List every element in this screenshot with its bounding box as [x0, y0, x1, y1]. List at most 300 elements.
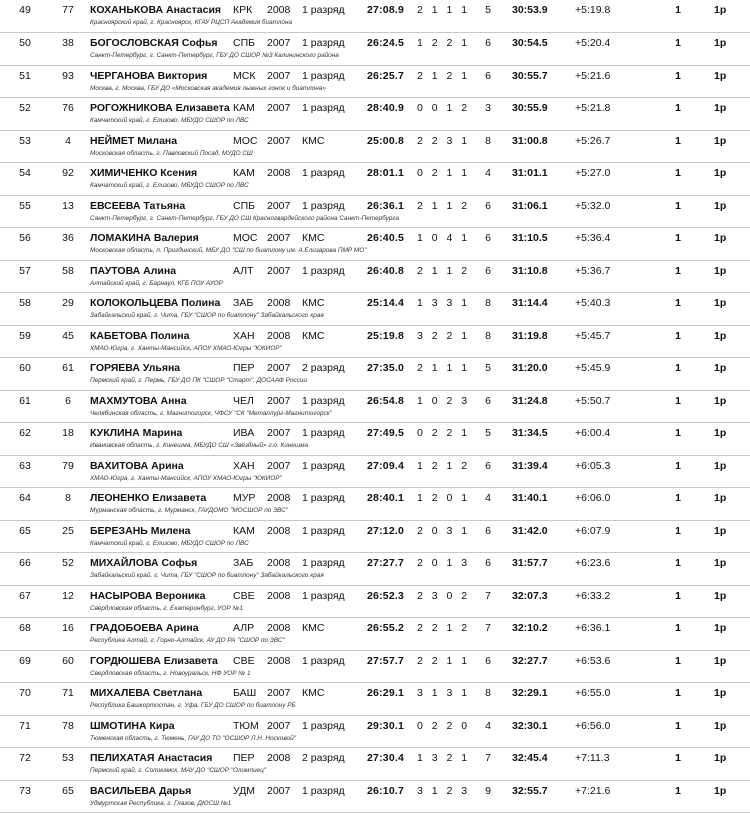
place: 54 — [12, 167, 38, 179]
table-row — [0, 553, 750, 586]
group-label: 1р — [714, 135, 726, 147]
ski-time: 26:29.1 — [367, 687, 404, 699]
region-code: МОС — [233, 232, 258, 244]
count-value: 1 — [672, 492, 684, 504]
time-behind: +5:26.7 — [575, 135, 610, 147]
count-value: 1 — [672, 655, 684, 667]
total-time: 31:42.0 — [512, 525, 548, 537]
count-value: 1 — [672, 427, 684, 439]
total-time: 32:29.1 — [512, 687, 548, 699]
athlete-name: ГОРДЮШЕВА Елизавета — [90, 655, 218, 667]
athlete-organization: Мурманская область, г. Мурманск, ГАУДОМО "МОСШОР по ЗВС" — [90, 507, 288, 515]
athlete-name: НЕЙМЕТ Милана — [90, 135, 177, 147]
sport-rank: 1 разряд — [302, 655, 345, 667]
total-time: 32:10.2 — [512, 622, 548, 634]
total-time: 31:14.4 — [512, 297, 548, 309]
group-label: 1р — [714, 655, 726, 667]
total-time: 30:55.9 — [512, 102, 548, 114]
group-label: 1р — [714, 200, 726, 212]
athlete-organization: ХМАО-Югра, г. Ханты-Мансийск, АПОУ ХМАО-Югры "ЮКИОР" — [90, 345, 282, 353]
sport-rank: 1 разряд — [302, 4, 345, 16]
table-row — [0, 326, 750, 359]
athlete-name: ГРАДОБОЕВА Арина — [90, 622, 199, 634]
total-time: 31:24.8 — [512, 395, 548, 407]
total-time: 32:07.3 — [512, 590, 548, 602]
ski-time: 25:00.8 — [367, 135, 404, 147]
count-value: 1 — [672, 200, 684, 212]
athlete-name: МИХАЛЕВА Светлана — [90, 687, 202, 699]
region-code: ИВА — [233, 427, 254, 439]
total-time: 31:00.8 — [512, 135, 548, 147]
penalty-count: 6 — [482, 200, 494, 212]
group-label: 1р — [714, 232, 726, 244]
time-behind: +5:40.3 — [575, 297, 610, 309]
sport-rank: КМС — [302, 297, 324, 309]
time-behind: +5:21.6 — [575, 70, 610, 82]
group-label: 1р — [714, 37, 726, 49]
time-behind: +5:45.9 — [575, 362, 610, 374]
athlete-organization: Республика Алтай, г. Горно-Алтайск, АУ ДО РА "СШОР по ЗВС" — [90, 637, 285, 645]
region-code: БАШ — [233, 687, 256, 699]
time-behind: +7:11.3 — [575, 752, 610, 764]
birth-year: 2008 — [267, 4, 290, 16]
time-behind: +7:21.6 — [575, 785, 610, 797]
region-code: СПБ — [233, 200, 255, 212]
shooting-misses: 2 0 3 1 — [417, 525, 470, 537]
ski-time: 26:10.7 — [367, 785, 404, 797]
birth-year: 2007 — [267, 785, 290, 797]
count-value: 1 — [672, 720, 684, 732]
region-code: АЛР — [233, 622, 254, 634]
ski-time: 26:55.2 — [367, 622, 404, 634]
total-time: 32:55.7 — [512, 785, 548, 797]
time-behind: +5:21.8 — [575, 102, 610, 114]
sport-rank: 1 разряд — [302, 395, 345, 407]
bib: 25 — [56, 525, 80, 537]
penalty-count: 4 — [482, 492, 494, 504]
athlete-name: БЕРЕЗАНЬ Милена — [90, 525, 191, 537]
region-code: ХАН — [233, 460, 255, 472]
athlete-organization: Забайкальский край, г. Чита, ГБУ "СШОР по биатлону" Забайкальского края — [90, 312, 324, 320]
ski-time: 28:40.1 — [367, 492, 404, 504]
bib: 36 — [56, 232, 80, 244]
athlete-name: ВАСИЛЬЕВА Дарья — [90, 785, 191, 797]
region-code: ТЮМ — [233, 720, 259, 732]
ski-time: 26:54.8 — [367, 395, 404, 407]
count-value: 1 — [672, 622, 684, 634]
bib: 92 — [56, 167, 80, 179]
region-code: СВЕ — [233, 590, 255, 602]
group-label: 1р — [714, 167, 726, 179]
ski-time: 25:14.4 — [367, 297, 404, 309]
time-behind: +6:07.9 — [575, 525, 610, 537]
shooting-misses: 0 2 1 1 — [417, 167, 470, 179]
group-label: 1р — [714, 362, 726, 374]
athlete-organization: Москва, г. Москва, ГБУ ДО «Московская академия лыжных гонок и биатлона» — [90, 85, 326, 93]
place: 55 — [12, 200, 38, 212]
athlete-name: ВАХИТОВА Арина — [90, 460, 184, 472]
ski-time: 26:40.8 — [367, 265, 404, 277]
time-behind: +5:19.8 — [575, 4, 610, 16]
time-behind: +5:36.7 — [575, 265, 610, 277]
place: 62 — [12, 427, 38, 439]
birth-year: 2008 — [267, 557, 290, 569]
place: 69 — [12, 655, 38, 667]
count-value: 1 — [672, 265, 684, 277]
athlete-organization: Камчатский край, г. Елизово, МБУДО СШОР по ЛВС — [90, 182, 249, 190]
bib: 79 — [56, 460, 80, 472]
sport-rank: КМС — [302, 232, 324, 244]
region-code: ХАН — [233, 330, 255, 342]
athlete-name: ШМОТИНА Кира — [90, 720, 175, 732]
birth-year: 2008 — [267, 492, 290, 504]
group-label: 1р — [714, 687, 726, 699]
sport-rank: 1 разряд — [302, 427, 345, 439]
group-label: 1р — [714, 622, 726, 634]
athlete-organization: ХМАО-Югра, г. Ханты-Мансийск, АПОУ ХМАО-Югры "ЮКИОР" — [90, 475, 282, 483]
table-row — [0, 651, 750, 684]
time-behind: +6:00.4 — [575, 427, 610, 439]
place: 73 — [12, 785, 38, 797]
time-behind: +6:53.6 — [575, 655, 610, 667]
table-row — [0, 683, 750, 716]
total-time: 30:54.5 — [512, 37, 548, 49]
shooting-misses: 1 3 2 1 — [417, 752, 470, 764]
athlete-name: ХИМИЧЕНКО Ксения — [90, 167, 197, 179]
bib: 77 — [56, 4, 80, 16]
region-code: ЗАБ — [233, 557, 253, 569]
region-code: УДМ — [233, 785, 255, 797]
ski-time: 26:25.7 — [367, 70, 404, 82]
region-code: КАМ — [233, 167, 255, 179]
shooting-misses: 1 0 4 1 — [417, 232, 470, 244]
count-value: 1 — [672, 297, 684, 309]
count-value: 1 — [672, 460, 684, 472]
total-time: 31:10.5 — [512, 232, 548, 244]
time-behind: +5:36.4 — [575, 232, 610, 244]
birth-year: 2007 — [267, 232, 290, 244]
athlete-name: ЛОМАКИНА Валерия — [90, 232, 199, 244]
penalty-count: 8 — [482, 135, 494, 147]
bib: 12 — [56, 590, 80, 602]
place: 57 — [12, 265, 38, 277]
region-code: МСК — [233, 70, 255, 82]
region-code: ЗАБ — [233, 297, 253, 309]
group-label: 1р — [714, 265, 726, 277]
group-label: 1р — [714, 720, 726, 732]
count-value: 1 — [672, 557, 684, 569]
athlete-name: БОГОСЛОВСКАЯ Софья — [90, 37, 218, 49]
shooting-misses: 2 3 0 2 — [417, 590, 470, 602]
penalty-count: 5 — [482, 362, 494, 374]
penalty-count: 8 — [482, 687, 494, 699]
group-label: 1р — [714, 395, 726, 407]
birth-year: 2008 — [267, 525, 290, 537]
count-value: 1 — [672, 167, 684, 179]
sport-rank: 1 разряд — [302, 720, 345, 732]
table-row — [0, 358, 750, 391]
birth-year: 2008 — [267, 622, 290, 634]
athlete-organization: Забайкальский край, г. Чита, ГБУ "СШОР по биатлону" Забайкальского края — [90, 572, 324, 580]
birth-year: 2008 — [267, 330, 290, 342]
athlete-organization: Челябинская область, г. Магнитогорск, ЧФСУ "СК "Металлург-Магнитогорск" — [90, 410, 332, 418]
table-row — [0, 781, 750, 813]
sport-rank: 1 разряд — [302, 102, 345, 114]
sport-rank: 2 разряд — [302, 752, 345, 764]
athlete-organization: Удмуртская Республика, г. Глазов, ДЮСШ №1 — [90, 800, 231, 808]
shooting-misses: 1 0 2 3 — [417, 395, 470, 407]
region-code: СВЕ — [233, 655, 255, 667]
sport-rank: 1 разряд — [302, 557, 345, 569]
time-behind: +6:33.2 — [575, 590, 610, 602]
time-behind: +6:36.1 — [575, 622, 610, 634]
time-behind: +6:06.0 — [575, 492, 610, 504]
athlete-organization: Камчатский край, г. Елизово, МБУДО СШОР по ЛВС — [90, 117, 249, 125]
place: 65 — [12, 525, 38, 537]
athlete-name: МАХМУТОВА Анна — [90, 395, 187, 407]
athlete-name: РОГОЖНИКОВА Елизавета — [90, 102, 230, 114]
ski-time: 25:19.8 — [367, 330, 404, 342]
total-time: 31:20.0 — [512, 362, 548, 374]
place: 60 — [12, 362, 38, 374]
total-time: 30:53.9 — [512, 4, 548, 16]
region-code: КАМ — [233, 102, 255, 114]
sport-rank: 1 разряд — [302, 460, 345, 472]
athlete-name: МИХАЙЛОВА Софья — [90, 557, 197, 569]
shooting-misses: 2 2 1 2 — [417, 622, 470, 634]
ski-time: 28:40.9 — [367, 102, 404, 114]
birth-year: 2007 — [267, 135, 290, 147]
region-code: ПЕР — [233, 362, 255, 374]
total-time: 31:19.8 — [512, 330, 548, 342]
table-row — [0, 586, 750, 619]
table-row — [0, 196, 750, 229]
penalty-count: 6 — [482, 557, 494, 569]
bib: 61 — [56, 362, 80, 374]
athlete-organization: Пермский край, г. Пермь, ГБУ ДО ПК "СШОР "Старт", ДОСААФ России — [90, 377, 307, 385]
bib: 4 — [56, 135, 80, 147]
region-code: АЛТ — [233, 265, 254, 277]
birth-year: 2008 — [267, 297, 290, 309]
bib: 6 — [56, 395, 80, 407]
shooting-misses: 2 1 1 2 — [417, 265, 470, 277]
athlete-name: ЛЕОНЕНКО Елизавета — [90, 492, 206, 504]
place: 70 — [12, 687, 38, 699]
sport-rank: 1 разряд — [302, 265, 345, 277]
table-row — [0, 0, 750, 33]
place: 71 — [12, 720, 38, 732]
sport-rank: 1 разряд — [302, 167, 345, 179]
table-row — [0, 228, 750, 261]
shooting-misses: 2 0 1 3 — [417, 557, 470, 569]
sport-rank: 1 разряд — [302, 37, 345, 49]
penalty-count: 5 — [482, 427, 494, 439]
group-label: 1р — [714, 525, 726, 537]
shooting-misses: 1 2 1 2 — [417, 460, 470, 472]
athlete-organization: Московская область, г. Павловский Посад, МУДО СШ — [90, 150, 253, 158]
birth-year: 2008 — [267, 590, 290, 602]
group-label: 1р — [714, 102, 726, 114]
total-time: 32:30.1 — [512, 720, 548, 732]
bib: 45 — [56, 330, 80, 342]
athlete-name: ГОРЯЕВА Ульяна — [90, 362, 180, 374]
place: 53 — [12, 135, 38, 147]
bib: 18 — [56, 427, 80, 439]
table-row — [0, 33, 750, 66]
shooting-misses: 3 2 2 1 — [417, 330, 470, 342]
table-row — [0, 131, 750, 164]
sport-rank: КМС — [302, 330, 324, 342]
bib: 38 — [56, 37, 80, 49]
shooting-misses: 0 2 2 0 — [417, 720, 470, 732]
group-label: 1р — [714, 330, 726, 342]
athlete-organization: Пермский край, г. Соликамск, МАУ ДО "СШОР "Олимпиец" — [90, 767, 266, 775]
bib: 76 — [56, 102, 80, 114]
birth-year: 2007 — [267, 720, 290, 732]
region-code: МОС — [233, 135, 258, 147]
place: 61 — [12, 395, 38, 407]
total-time: 31:10.8 — [512, 265, 548, 277]
place: 67 — [12, 590, 38, 602]
penalty-count: 6 — [482, 37, 494, 49]
bib: 8 — [56, 492, 80, 504]
shooting-misses: 1 2 0 1 — [417, 492, 470, 504]
ski-time: 27:49.5 — [367, 427, 404, 439]
penalty-count: 4 — [482, 720, 494, 732]
birth-year: 2007 — [267, 395, 290, 407]
shooting-misses: 2 1 1 1 — [417, 4, 470, 16]
ski-time: 27:35.0 — [367, 362, 404, 374]
place: 50 — [12, 37, 38, 49]
sport-rank: КМС — [302, 135, 324, 147]
shooting-misses: 2 1 2 1 — [417, 70, 470, 82]
count-value: 1 — [672, 525, 684, 537]
region-code: СПБ — [233, 37, 255, 49]
sport-rank: 1 разряд — [302, 785, 345, 797]
place: 59 — [12, 330, 38, 342]
shooting-misses: 3 1 2 3 — [417, 785, 470, 797]
shooting-misses: 0 0 1 2 — [417, 102, 470, 114]
table-row — [0, 293, 750, 326]
place: 68 — [12, 622, 38, 634]
ski-time: 27:30.4 — [367, 752, 404, 764]
place: 63 — [12, 460, 38, 472]
birth-year: 2007 — [267, 460, 290, 472]
count-value: 1 — [672, 752, 684, 764]
athlete-organization: Камчатский край, г. Елизово, МБУДО СШОР по ЛВС — [90, 540, 249, 548]
penalty-count: 5 — [482, 4, 494, 16]
penalty-count: 7 — [482, 590, 494, 602]
group-label: 1р — [714, 590, 726, 602]
ski-time: 26:52.3 — [367, 590, 404, 602]
penalty-count: 6 — [482, 655, 494, 667]
place: 56 — [12, 232, 38, 244]
count-value: 1 — [672, 37, 684, 49]
total-time: 30:55.7 — [512, 70, 548, 82]
penalty-count: 6 — [482, 265, 494, 277]
shooting-misses: 0 2 2 1 — [417, 427, 470, 439]
athlete-name: ЕВСЕЕВА Татьяна — [90, 200, 185, 212]
athlete-organization: Санкт-Петербург, г. Санкт-Петербург, ГБУ ДО СШ Красногвардейского района Санкт-Петербурга — [90, 215, 399, 223]
sport-rank: 1 разряд — [302, 590, 345, 602]
birth-year: 2007 — [267, 362, 290, 374]
ski-time: 26:40.5 — [367, 232, 404, 244]
bib: 53 — [56, 752, 80, 764]
penalty-count: 6 — [482, 232, 494, 244]
count-value: 1 — [672, 785, 684, 797]
sport-rank: 2 разряд — [302, 362, 345, 374]
place: 51 — [12, 70, 38, 82]
penalty-count: 8 — [482, 330, 494, 342]
bib: 58 — [56, 265, 80, 277]
birth-year: 2008 — [267, 655, 290, 667]
table-row — [0, 163, 750, 196]
group-label: 1р — [714, 752, 726, 764]
total-time: 31:34.5 — [512, 427, 548, 439]
table-row — [0, 98, 750, 131]
total-time: 31:39.4 — [512, 460, 548, 472]
athlete-name: КОЛОКОЛЬЦЕВА Полина — [90, 297, 220, 309]
bib: 93 — [56, 70, 80, 82]
count-value: 1 — [672, 687, 684, 699]
count-value: 1 — [672, 4, 684, 16]
birth-year: 2007 — [267, 70, 290, 82]
athlete-name: ЧЕРГАНОВА Виктория — [90, 70, 207, 82]
penalty-count: 3 — [482, 102, 494, 114]
bib: 71 — [56, 687, 80, 699]
group-label: 1р — [714, 785, 726, 797]
count-value: 1 — [672, 70, 684, 82]
time-behind: +5:20.4 — [575, 37, 610, 49]
ski-time: 27:09.4 — [367, 460, 404, 472]
ski-time: 26:36.1 — [367, 200, 404, 212]
shooting-misses: 2 2 3 1 — [417, 135, 470, 147]
time-behind: +5:32.0 — [575, 200, 610, 212]
sport-rank: 1 разряд — [302, 492, 345, 504]
ski-time: 28:01.1 — [367, 167, 404, 179]
region-code: КАМ — [233, 525, 255, 537]
athlete-organization: Свердловская область, г. Новоуральск, НФ УОР № 1 — [90, 670, 251, 678]
ski-time: 27:08.9 — [367, 4, 404, 16]
ski-time: 27:12.0 — [367, 525, 404, 537]
athlete-organization: Республика Башкортостан, г. Уфа, ГБУ ДО СШОР по биатлону РБ — [90, 702, 296, 710]
total-time: 31:40.1 — [512, 492, 548, 504]
table-row — [0, 716, 750, 749]
sport-rank: 1 разряд — [302, 70, 345, 82]
bib: 52 — [56, 557, 80, 569]
count-value: 1 — [672, 102, 684, 114]
region-code: ПЕР — [233, 752, 255, 764]
table-row — [0, 391, 750, 424]
athlete-name: КАБЕТОВА Полина — [90, 330, 189, 342]
group-label: 1р — [714, 70, 726, 82]
sport-rank: 1 разряд — [302, 525, 345, 537]
penalty-count: 7 — [482, 752, 494, 764]
table-row — [0, 423, 750, 456]
place: 72 — [12, 752, 38, 764]
ski-time: 27:57.7 — [367, 655, 404, 667]
group-label: 1р — [714, 460, 726, 472]
time-behind: +5:27.0 — [575, 167, 610, 179]
athlete-organization: Санкт-Петербург, г. Санкт-Петербург, ГБУ ДО СШОР №3 Калининского района — [90, 52, 339, 60]
total-time: 32:45.4 — [512, 752, 548, 764]
penalty-count: 8 — [482, 297, 494, 309]
total-time: 31:01.1 — [512, 167, 548, 179]
bib: 29 — [56, 297, 80, 309]
bib: 60 — [56, 655, 80, 667]
count-value: 1 — [672, 590, 684, 602]
penalty-count: 7 — [482, 622, 494, 634]
